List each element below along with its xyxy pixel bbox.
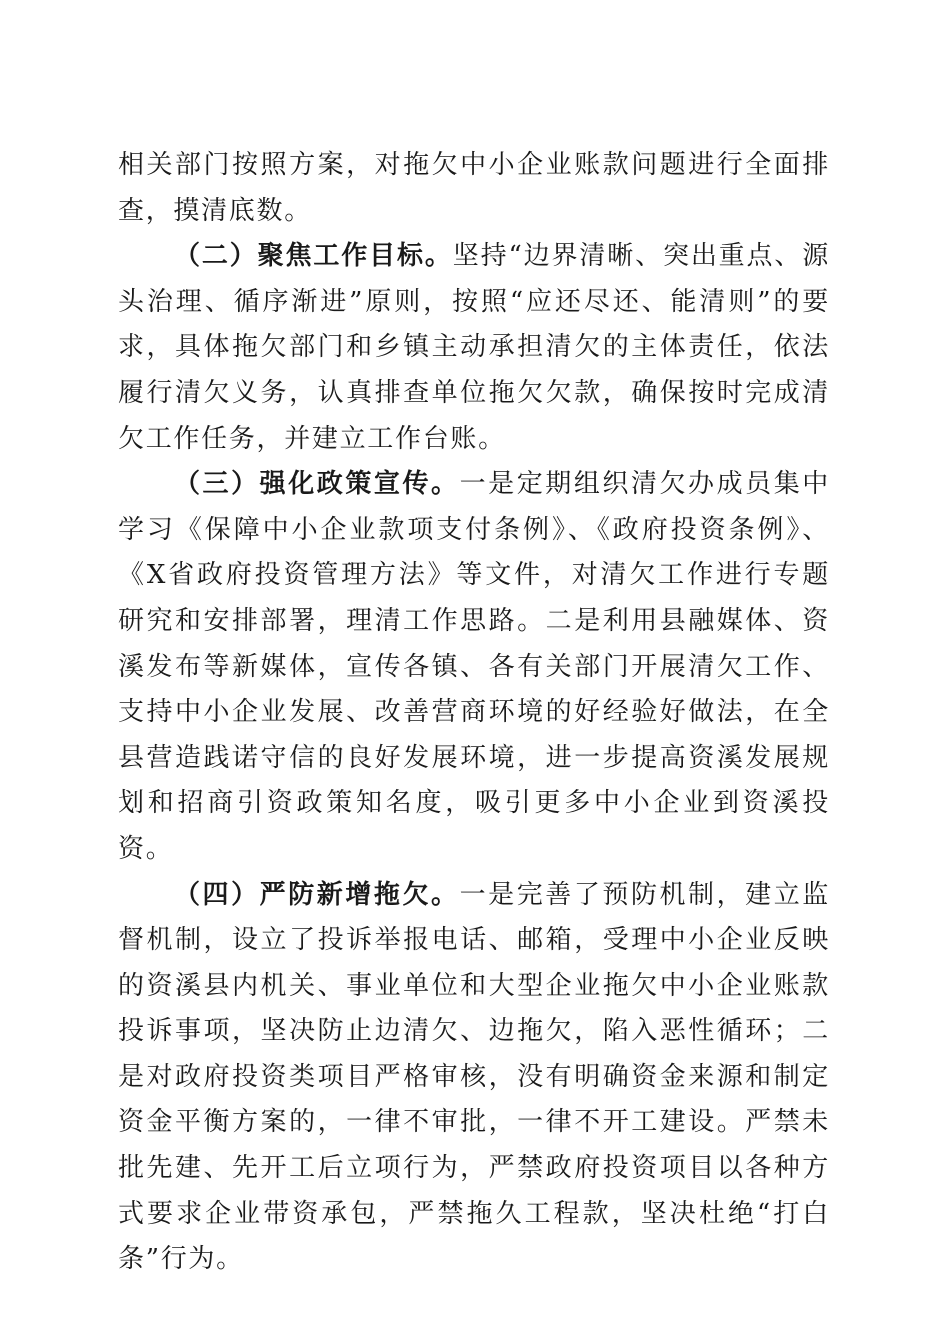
- paragraph-continuation: [118, 143, 830, 234]
- paragraph-section-2: [118, 234, 830, 462]
- section-heading: （四）严防新增拖欠。: [174, 879, 460, 910]
- paragraph-text: 坚持“边界清晰、突出重点、源头治理、循序渐进”原则，按照“应还尽还、能清则”的要求，具体拖欠部门和乡镇主动承担清欠的主体责任，依法履行清欠义务，认真排查单位拖欠欠款，确保按时完成清欠工作任务，并建立工作台账。: [118, 241, 830, 454]
- paragraph-section-4: [118, 873, 830, 1283]
- paragraph-text: 一是定期组织清欠办成员集中学习《保障中小企业款项支付条例》、《政府投资条例》、《X省政府投资管理方法》等文件，对清欠工作进行专题研究和安排部署，理清工作思路。二是利用县融媒体、资溪发布等新媒体，宣传各镇、各有关部门开展清欠工作、支持中小企业发展、改善营商环境的好经验好做法，在全县营造践诺守信的良好发展环境，进一步提高资溪发展规划和招商引资政策知名度，吸引更多中小企业到资溪投资。: [118, 469, 830, 864]
- paragraph-section-3: [118, 462, 830, 872]
- paragraph-text: 一是完善了预防机制，建立监督机制，设立了投诉举报电话、邮箱，受理中小企业反映的资溪县内机关、事业单位和大型企业拖欠中小企业账款投诉事项，坚决防止边清欠、边拖欠，陷入恶性循环；二是对政府投资类项目严格审核，没有明确资金来源和制定资金平衡方案的，一律不审批，一律不开工建设。严禁未批先建、先开工后立项行为，严禁政府投资项目以各种方式要求企业带资承包，严禁拖久工程款，坚决杜绝“打白条”行为。: [118, 879, 830, 1275]
- paragraph-text: 相关部门按照方案，对拖欠中小企业账款问题进行全面排查，摸清底数。: [118, 150, 830, 226]
- document-body: [118, 143, 830, 1283]
- section-heading: （三）强化政策宣传。: [174, 469, 460, 500]
- section-heading: （二）聚焦工作目标。: [174, 241, 453, 272]
